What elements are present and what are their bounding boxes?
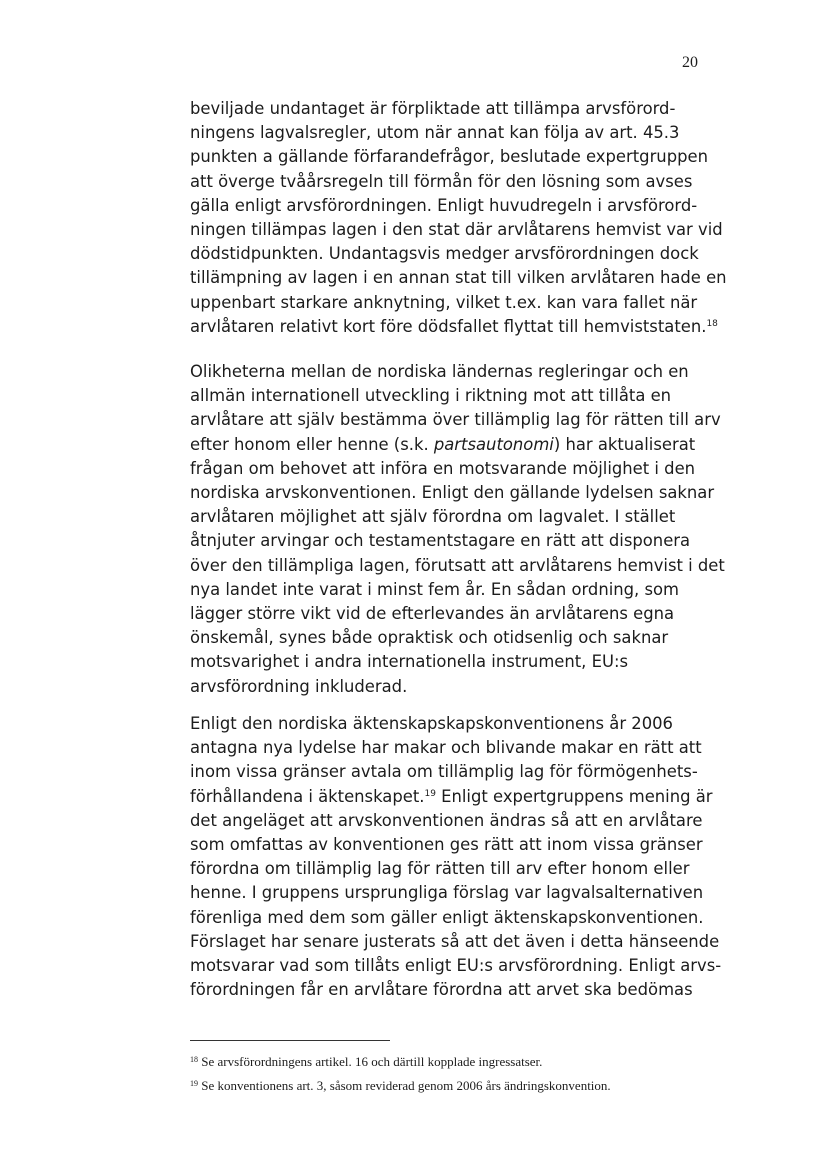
footnote-ref-18[interactable]: 18 (706, 318, 718, 329)
footnote-18 (190, 1054, 542, 1070)
text-line: arvsförordning inkluderad. (190, 676, 408, 696)
text-line: motsvarar vad som tillåts enligt EU:s arvsförordning. Enligt arvs- (190, 956, 722, 976)
italic-term: partsautonomi (433, 434, 554, 454)
footnote-text: Se konventionens art. 3, såsom reviderad genom 2006 års ändringskonvention. (201, 1078, 611, 1093)
footnote-number: 18 (190, 1055, 198, 1064)
text-segment: arvlåtaren relativt kort före dödsfallet flyttat till hemviststaten. (190, 316, 707, 336)
footnote-ref-19[interactable]: 19 (424, 788, 436, 799)
text-segment: ) har aktualiserat (553, 434, 696, 454)
text-line: dödstidpunkten. Undantagsvis medger arvsförordningen dock (190, 244, 699, 264)
paragraph-2 (190, 360, 725, 699)
text-segment: förhållandena i äktenskapet. (190, 786, 425, 806)
text-line: ningen tillämpas lagen i den stat där arvlåtarens hemvist var vid (190, 220, 723, 240)
text-line: Enligt den nordiska äktenskapskapskonventionens år 2006 (190, 714, 673, 733)
text-line: som omfattas av konventionen ges rätt att inom vissa gränser (190, 835, 703, 855)
paragraph-3 (190, 712, 722, 1002)
text-line (190, 433, 710, 457)
text-line: frågan om behovet att införa en motsvarande möjlighet i den (190, 458, 696, 478)
footnote-number: 19 (190, 1079, 198, 1088)
text-line: över den tillämpliga lagen, förutsatt att arvlåtarens hemvist i det (190, 555, 725, 575)
text-line: inom vissa gränser avtala om tillämplig lag för förmögenhets- (190, 762, 698, 782)
page-number: 20 (682, 54, 698, 71)
footnote-text: Se arvsförordningens artikel. 16 och därtill kopplade ingressatser. (201, 1054, 543, 1069)
text-line: nordiska arvskonventionen. Enligt den gällande lydelsen saknar (190, 483, 715, 503)
text-line: förordna om tillämplig lag för rätten till arv efter honom eller (190, 859, 690, 879)
text-line: förordningen får en arvlåtare förordna att arvet ska bedömas (190, 980, 693, 1000)
text-line: Olikheterna mellan de nordiska ländernas regleringar och en (190, 362, 689, 381)
text-line: antagna nya lydelse har makar och blivande makar en rätt att (190, 738, 702, 758)
text-line: förenliga med dem som gäller enligt äktenskapskonventionen. (190, 907, 704, 927)
text-line: att överge tvåårsregeln till förmån för den lösning som avses (190, 171, 693, 191)
text-line (190, 785, 713, 809)
text-line: henne. I gruppens ursprungliga förslag var lagvalsalternativen (190, 883, 704, 903)
text-line: tillämpning av lagen i en annan stat till vilken arvlåtaren hade en (190, 268, 727, 288)
text-line: punkten a gällande förfarandefrågor, beslutade expertgruppen (190, 147, 708, 167)
text-line: arvlåtaren möjlighet att själv förordna om lagvalet. I stället (190, 507, 676, 527)
text-line: önskemål, synes både opraktisk och otidsenlig och saknar (190, 628, 669, 648)
text-line: lägger större vikt vid de efterlevandes än arvlåtarens egna (190, 604, 675, 624)
text-line: åtnjuter arvingar och testamentstagare en rätt att disponera (190, 531, 691, 551)
text-line: Förslaget har senare justerats så att det även i detta hänseende (190, 931, 720, 951)
text-line: det angeläget att arvskonventionen ändras så att en arvlåtare (190, 810, 703, 830)
paragraph-1 (190, 97, 727, 339)
text-segment: efter honom eller henne (s.k. (190, 434, 434, 454)
text-segment: Enligt expertgruppens mening är (435, 786, 713, 806)
text-line: gälla enligt arvsförordningen. Enligt huvudregeln i arvsförord- (190, 195, 698, 215)
footnote-19 (190, 1078, 611, 1094)
text-line: nya landet inte varat i minst fem år. En sådan ordning, som (190, 579, 680, 599)
text-line: uppenbart starkare anknytning, vilket t.ex. kan vara fallet när (190, 292, 698, 312)
footnote-divider (190, 1040, 390, 1041)
text-line: arvlåtare att själv bestämma över tillämplig lag för rätten till arv (190, 410, 721, 430)
text-line: beviljade undantaget är förpliktade att tillämpa arvsförord- (190, 99, 676, 118)
text-line (190, 315, 718, 339)
text-line: ningens lagvalsregler, utom när annat kan följa av art. 45.3 (190, 123, 680, 143)
text-line: allmän internationell utveckling i riktning mot att tillåta en (190, 386, 672, 406)
text-line: motsvarighet i andra internationella instrument, EU:s (190, 652, 629, 672)
